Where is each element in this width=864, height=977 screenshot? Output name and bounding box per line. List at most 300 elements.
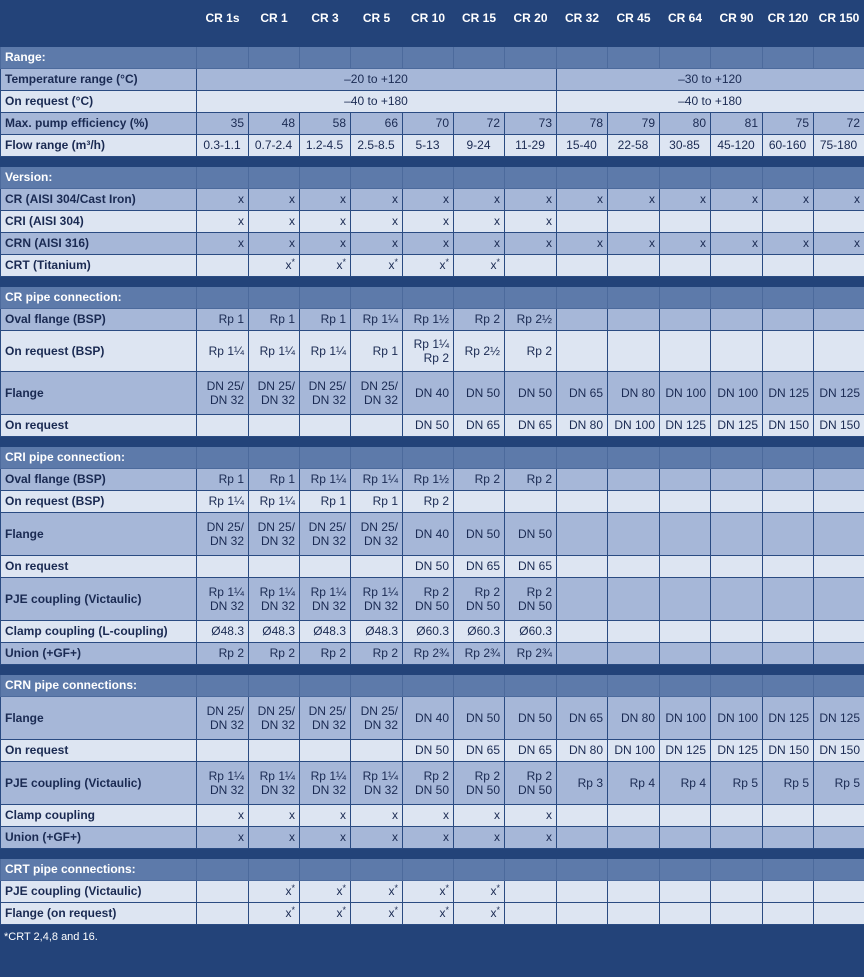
- table-cell: DN 50: [505, 697, 557, 740]
- row-label: Flange (on request): [1, 903, 197, 925]
- table-cell: Rp 1¼: [249, 491, 300, 513]
- table-cell: Rp 1¼ DN 32: [197, 762, 249, 805]
- table-cell: Rp 1½: [403, 469, 454, 491]
- section-cell: [403, 47, 454, 69]
- table-cell: x*: [300, 903, 351, 925]
- table-cell: Rp 2¾: [505, 643, 557, 665]
- table-row: [1, 331, 864, 372]
- section-header: [1, 287, 864, 309]
- table-cell: DN 25/ DN 32: [249, 372, 300, 415]
- table-cell: [660, 643, 711, 665]
- table-cell: Rp 1¼ DN 32: [197, 578, 249, 621]
- table-cell: [763, 621, 814, 643]
- table-cell: x: [300, 233, 351, 255]
- table-cell: [763, 881, 814, 903]
- table-cell: [814, 331, 864, 372]
- table-cell: [197, 255, 249, 277]
- table-cell: DN 65: [557, 372, 608, 415]
- table-cell: x: [300, 827, 351, 849]
- table-cell: Rp 1: [197, 469, 249, 491]
- table-cell: [608, 578, 660, 621]
- table-cell: DN 25/ DN 32: [197, 697, 249, 740]
- table-row: [1, 621, 864, 643]
- row-label: Oval flange (BSP): [1, 309, 197, 331]
- section-cell: [454, 287, 505, 309]
- table-cell: [608, 827, 660, 849]
- table-cell: [814, 827, 864, 849]
- section-cell: [763, 167, 814, 189]
- table-cell: [608, 309, 660, 331]
- table-cell: [814, 469, 864, 491]
- table-row: [1, 881, 864, 903]
- table-cell: DN 25/ DN 32: [300, 372, 351, 415]
- table-cell: [660, 211, 711, 233]
- table-cell: Rp 1: [249, 469, 300, 491]
- table-cell: Ø48.3: [249, 621, 300, 643]
- section-cell: [197, 859, 249, 881]
- section-cell: [351, 447, 403, 469]
- column-header: CR 150: [814, 1, 864, 37]
- table-cell: [454, 491, 505, 513]
- table-cell: [711, 621, 763, 643]
- table-cell: x: [403, 805, 454, 827]
- table-cell: DN 80: [608, 697, 660, 740]
- table-cell: Rp 2¾: [454, 643, 505, 665]
- table-cell: [711, 469, 763, 491]
- table-cell: DN 150: [763, 415, 814, 437]
- table-cell: x: [505, 189, 557, 211]
- table-cell: [300, 740, 351, 762]
- table-cell: [351, 556, 403, 578]
- table-cell: Rp 3: [557, 762, 608, 805]
- row-label: PJE coupling (Victaulic): [1, 762, 197, 805]
- table-cell: [557, 309, 608, 331]
- table-cell: x: [197, 211, 249, 233]
- table-cell: Rp 1¼: [300, 469, 351, 491]
- table-cell: [660, 881, 711, 903]
- table-cell: [763, 309, 814, 331]
- table-cell: 72: [454, 113, 505, 135]
- table-cell: DN 100: [608, 740, 660, 762]
- table-cell: [197, 881, 249, 903]
- table-cell: [711, 903, 763, 925]
- table-cell: DN 65: [505, 740, 557, 762]
- section-cell: [711, 287, 763, 309]
- section-cell: [403, 167, 454, 189]
- table-cell: 66: [351, 113, 403, 135]
- section-spacer: [1, 849, 864, 859]
- table-cell: Rp 1¼ DN 32: [351, 578, 403, 621]
- table-cell: [557, 513, 608, 556]
- table-cell: [608, 491, 660, 513]
- table-cell: Ø48.3: [197, 621, 249, 643]
- section-spacer: [1, 277, 864, 287]
- table-cell: DN 150: [814, 740, 864, 762]
- column-header: CR 90: [711, 1, 763, 37]
- section-cell: [711, 167, 763, 189]
- table-row: [1, 372, 864, 415]
- table-cell: [197, 740, 249, 762]
- table-cell: [814, 621, 864, 643]
- table-cell: [608, 513, 660, 556]
- table-cell: DN 125: [814, 697, 864, 740]
- spanned-value: –20 to +120: [197, 69, 557, 91]
- table-cell: Rp 5: [763, 762, 814, 805]
- table-cell: [711, 255, 763, 277]
- section-cell: [557, 167, 608, 189]
- section-cell: [660, 167, 711, 189]
- table-cell: x: [351, 211, 403, 233]
- table-cell: DN 65: [505, 556, 557, 578]
- table-cell: [249, 740, 300, 762]
- table-cell: Rp 1: [197, 309, 249, 331]
- table-cell: 35: [197, 113, 249, 135]
- table-cell: DN 80: [608, 372, 660, 415]
- table-cell: x*: [249, 903, 300, 925]
- table-cell: x*: [403, 881, 454, 903]
- table-row: [1, 556, 864, 578]
- section-cell: [300, 167, 351, 189]
- table-cell: Rp 2: [505, 331, 557, 372]
- table-cell: x: [454, 189, 505, 211]
- table-cell: x: [197, 189, 249, 211]
- section-cell: [505, 675, 557, 697]
- table-cell: x*: [454, 903, 505, 925]
- section-cell: [454, 859, 505, 881]
- table-cell: Rp 2 DN 50: [403, 578, 454, 621]
- table-cell: Rp 2: [403, 491, 454, 513]
- table-cell: Rp 1¼: [197, 491, 249, 513]
- section-cell: [711, 447, 763, 469]
- table-row: [1, 740, 864, 762]
- section-cell: [814, 859, 864, 881]
- section-cell: [300, 447, 351, 469]
- row-label: CRI (AISI 304): [1, 211, 197, 233]
- table-cell: DN 50: [403, 556, 454, 578]
- section-cell: [403, 287, 454, 309]
- table-cell: Rp 1¼ DN 32: [351, 762, 403, 805]
- row-label: Union (+GF+): [1, 827, 197, 849]
- section-cell: [197, 675, 249, 697]
- table-cell: Rp 1: [300, 491, 351, 513]
- table-cell: x: [300, 189, 351, 211]
- table-cell: [608, 469, 660, 491]
- table-cell: DN 100: [660, 697, 711, 740]
- table-row: [1, 578, 864, 621]
- column-header: CR 20: [505, 1, 557, 37]
- table-cell: [608, 556, 660, 578]
- table-cell: [814, 643, 864, 665]
- section-cell: [711, 47, 763, 69]
- table-cell: x: [763, 233, 814, 255]
- section-header: [1, 859, 864, 881]
- table-cell: DN 100: [711, 372, 763, 415]
- table-cell: [351, 740, 403, 762]
- table-cell: x: [300, 211, 351, 233]
- table-cell: x: [351, 233, 403, 255]
- table-cell: Rp 1: [351, 491, 403, 513]
- table-cell: Rp 2 DN 50: [454, 578, 505, 621]
- section-cell: [557, 675, 608, 697]
- section-cell: [660, 447, 711, 469]
- section-cell: [608, 287, 660, 309]
- table-cell: 70: [403, 113, 454, 135]
- table-cell: 72: [814, 113, 864, 135]
- table-cell: [814, 211, 864, 233]
- table-cell: [608, 621, 660, 643]
- table-cell: 45-120: [711, 135, 763, 157]
- table-cell: [763, 255, 814, 277]
- table-cell: Rp 4: [660, 762, 711, 805]
- table-cell: DN 65: [454, 740, 505, 762]
- table-cell: [660, 331, 711, 372]
- table-cell: x: [197, 827, 249, 849]
- table-cell: [557, 331, 608, 372]
- row-label: Max. pump efficiency (%): [1, 113, 197, 135]
- table-row: [1, 309, 864, 331]
- row-label: Flange: [1, 697, 197, 740]
- row-label: CRN (AISI 316): [1, 233, 197, 255]
- table-cell: [660, 827, 711, 849]
- table-cell: DN 50: [403, 740, 454, 762]
- spanned-value: –30 to +120: [557, 69, 864, 91]
- table-cell: [660, 491, 711, 513]
- table-cell: DN 100: [608, 415, 660, 437]
- row-label: Oval flange (BSP): [1, 469, 197, 491]
- column-header: CR 1: [249, 1, 300, 37]
- section-spacer: [1, 665, 864, 675]
- table-cell: [505, 881, 557, 903]
- table-cell: DN 125: [763, 697, 814, 740]
- table-cell: 78: [557, 113, 608, 135]
- table-row: [1, 415, 864, 437]
- table-cell: [660, 903, 711, 925]
- table-cell: x: [403, 827, 454, 849]
- table-cell: [711, 556, 763, 578]
- section-title: CRN pipe connections:: [1, 675, 197, 697]
- table-cell: Rp 2 DN 50: [505, 578, 557, 621]
- table-cell: DN 80: [557, 415, 608, 437]
- row-label: PJE coupling (Victaulic): [1, 578, 197, 621]
- row-label: Flow range (m³/h): [1, 135, 197, 157]
- table-cell: [711, 491, 763, 513]
- table-cell: x: [454, 827, 505, 849]
- table-cell: x: [814, 189, 864, 211]
- table-cell: Rp 1: [351, 331, 403, 372]
- table-cell: 1.2-4.5: [300, 135, 351, 157]
- table-row: [1, 211, 864, 233]
- table-cell: 30-85: [660, 135, 711, 157]
- table-cell: [505, 491, 557, 513]
- table-cell: [660, 556, 711, 578]
- table-cell: DN 50: [505, 372, 557, 415]
- table-cell: [763, 331, 814, 372]
- table-cell: x: [608, 189, 660, 211]
- section-spacer: [1, 37, 864, 47]
- table-cell: x: [249, 211, 300, 233]
- table-cell: [814, 881, 864, 903]
- section-title: Version:: [1, 167, 197, 189]
- table-cell: 75-180: [814, 135, 864, 157]
- table-cell: Rp 2: [454, 469, 505, 491]
- section-cell: [454, 675, 505, 697]
- table-cell: [505, 903, 557, 925]
- section-title: CRI pipe connection:: [1, 447, 197, 469]
- table-cell: [763, 643, 814, 665]
- table-cell: [711, 578, 763, 621]
- table-cell: x: [763, 189, 814, 211]
- table-cell: [763, 556, 814, 578]
- section-cell: [763, 675, 814, 697]
- table-cell: [711, 881, 763, 903]
- table-cell: Rp 1¼ Rp 2: [403, 331, 454, 372]
- row-label: Clamp coupling (L-coupling): [1, 621, 197, 643]
- column-header: CR 64: [660, 1, 711, 37]
- section-cell: [351, 675, 403, 697]
- table-row: [1, 491, 864, 513]
- section-cell: [197, 167, 249, 189]
- table-cell: [763, 211, 814, 233]
- table-cell: [711, 827, 763, 849]
- section-cell: [660, 859, 711, 881]
- table-cell: [608, 331, 660, 372]
- table-cell: DN 40: [403, 513, 454, 556]
- table-cell: x: [197, 233, 249, 255]
- section-cell: [403, 675, 454, 697]
- column-header: CR 120: [763, 1, 814, 37]
- section-cell: [351, 167, 403, 189]
- table-cell: Rp 1¼ DN 32: [249, 578, 300, 621]
- table-cell: [557, 556, 608, 578]
- table-cell: [608, 211, 660, 233]
- table-cell: x: [403, 211, 454, 233]
- table-row: [1, 903, 864, 925]
- table-cell: [608, 255, 660, 277]
- table-cell: Rp 1¼: [351, 309, 403, 331]
- table-cell: DN 125: [711, 415, 763, 437]
- section-cell: [814, 167, 864, 189]
- table-row: [1, 469, 864, 491]
- table-cell: Ø48.3: [351, 621, 403, 643]
- section-cell: [557, 859, 608, 881]
- table-row: [1, 113, 864, 135]
- row-label: Clamp coupling: [1, 805, 197, 827]
- table-cell: Rp 4: [608, 762, 660, 805]
- spanned-value: –40 to +180: [557, 91, 864, 113]
- table-cell: x*: [351, 255, 403, 277]
- table-row: [1, 69, 864, 91]
- section-cell: [608, 167, 660, 189]
- row-label: On request: [1, 740, 197, 762]
- table-cell: x*: [403, 903, 454, 925]
- table-cell: x: [557, 233, 608, 255]
- spanned-value: –40 to +180: [197, 91, 557, 113]
- table-cell: [711, 211, 763, 233]
- table-cell: DN 25/ DN 32: [197, 513, 249, 556]
- section-cell: [197, 287, 249, 309]
- table-cell: 11-29: [505, 135, 557, 157]
- table-cell: Rp 2: [300, 643, 351, 665]
- table-cell: DN 25/ DN 32: [249, 513, 300, 556]
- table-cell: Rp 1½: [403, 309, 454, 331]
- table-cell: 75: [763, 113, 814, 135]
- table-cell: [557, 578, 608, 621]
- table-cell: x*: [300, 255, 351, 277]
- section-cell: [608, 859, 660, 881]
- table-cell: Rp 2: [454, 309, 505, 331]
- table-cell: Rp 1: [300, 309, 351, 331]
- footnote: *CRT 2,4,8 and 16.: [4, 931, 98, 943]
- table-cell: [711, 331, 763, 372]
- section-cell: [197, 447, 249, 469]
- table-cell: x: [249, 233, 300, 255]
- table-cell: 9-24: [454, 135, 505, 157]
- table-cell: DN 125: [660, 415, 711, 437]
- table-cell: Rp 1¼ DN 32: [300, 578, 351, 621]
- table-cell: [557, 211, 608, 233]
- table-row: [1, 135, 864, 157]
- section-cell: [300, 859, 351, 881]
- section-cell: [249, 447, 300, 469]
- table-cell: [660, 513, 711, 556]
- row-label: On request (BSP): [1, 491, 197, 513]
- table-cell: [557, 827, 608, 849]
- section-spacer: [1, 437, 864, 447]
- table-row: [1, 255, 864, 277]
- column-header: CR 10: [403, 1, 454, 37]
- table-cell: DN 150: [763, 740, 814, 762]
- table-cell: DN 150: [814, 415, 864, 437]
- table-cell: x: [454, 805, 505, 827]
- row-label: On request (BSP): [1, 331, 197, 372]
- section-cell: [351, 47, 403, 69]
- table-cell: [763, 491, 814, 513]
- table-cell: 81: [711, 113, 763, 135]
- section-cell: [557, 287, 608, 309]
- table-cell: [660, 578, 711, 621]
- table-cell: [711, 309, 763, 331]
- table-cell: x*: [249, 881, 300, 903]
- section-cell: [300, 675, 351, 697]
- table-cell: [300, 556, 351, 578]
- table-cell: [557, 255, 608, 277]
- section-cell: [505, 859, 557, 881]
- section-cell: [454, 167, 505, 189]
- table-cell: [711, 805, 763, 827]
- section-cell: [351, 287, 403, 309]
- table-cell: Rp 1: [249, 309, 300, 331]
- table-row: [1, 233, 864, 255]
- table-cell: 5-13: [403, 135, 454, 157]
- table-cell: x*: [351, 881, 403, 903]
- table-cell: Rp 2: [197, 643, 249, 665]
- section-cell: [660, 675, 711, 697]
- table-cell: [763, 903, 814, 925]
- row-label: CRT (Titanium): [1, 255, 197, 277]
- table-cell: [660, 805, 711, 827]
- section-cell: [763, 447, 814, 469]
- table-cell: x: [249, 189, 300, 211]
- table-cell: 79: [608, 113, 660, 135]
- table-cell: DN 40: [403, 372, 454, 415]
- section-cell: [711, 859, 763, 881]
- table-cell: Rp 2½: [505, 309, 557, 331]
- table-cell: x: [505, 805, 557, 827]
- table-cell: [660, 255, 711, 277]
- table-cell: [557, 805, 608, 827]
- section-spacer: [1, 157, 864, 167]
- table-cell: 48: [249, 113, 300, 135]
